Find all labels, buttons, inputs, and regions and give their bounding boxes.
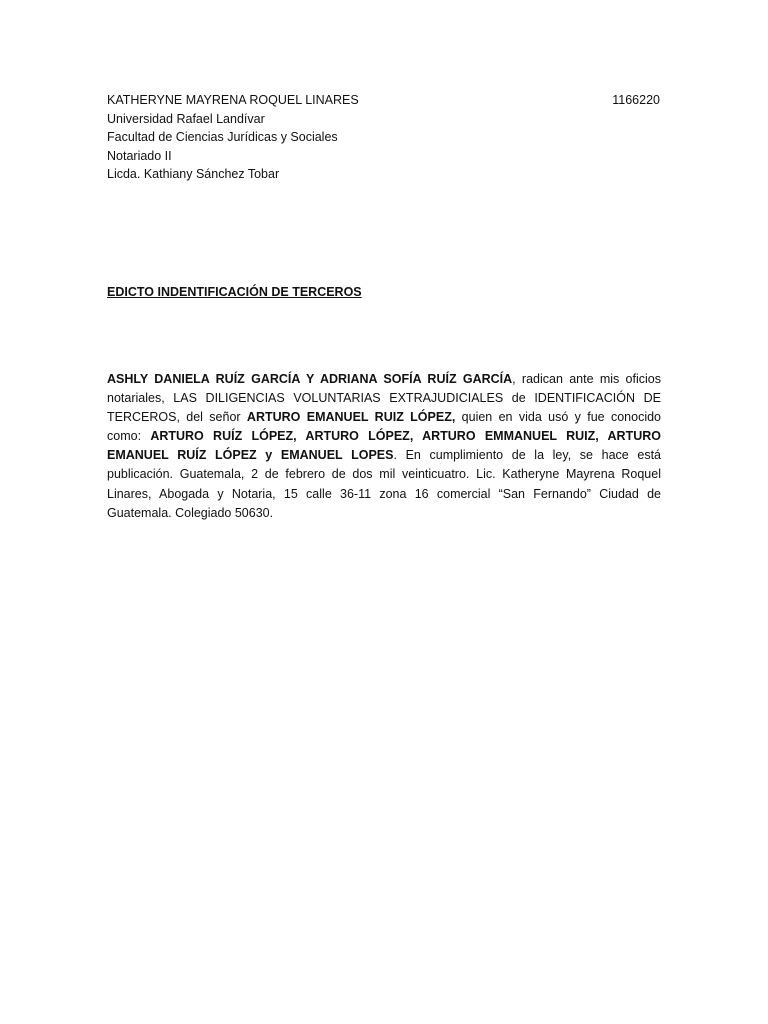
known-aliases: ARTURO RUÍZ LÓPEZ, ARTURO LÓPEZ, ARTURO EMMANUEL RUIZ, ARTURO EMANUEL RUÍZ LÓPEZ y EMANUEL LOPES xyxy=(107,429,661,463)
paragraph-text-2: quien en vida usó y fue conocido como: xyxy=(107,410,661,444)
header-first-row xyxy=(107,91,660,110)
course-name: Notariado II xyxy=(107,148,172,163)
document-header xyxy=(107,91,660,184)
student-id: 1166220 xyxy=(612,93,660,107)
author-name: KATHERYNE MAYRENA ROQUEL LINARES xyxy=(107,93,359,107)
applicants-names: ASHLY DANIELA RUÍZ GARCÍA Y ADRIANA SOFÍA RUÍZ GARCÍA xyxy=(107,372,513,386)
paragraph-text-1: , radican ante mis oficios notariales, LAS DILIGENCIAS VOLUNTARIAS EXTRAJUDICIALES de IDENTIFICACIÓN DE TERCEROS, del señor xyxy=(107,372,661,425)
deceased-name: ARTURO EMANUEL RUIZ LÓPEZ, xyxy=(246,410,456,425)
faculty-name: Facultad de Ciencias Jurídicas y Sociales xyxy=(107,130,338,145)
edict-paragraph xyxy=(107,370,661,523)
paragraph-text-3: . En cumplimiento de la ley, se hace está publicación. Guatemala, 2 de febrero de dos mil veinticuatro. Lic. Katheryne Mayrena Roquel Linares, Abogada y Notaria, 15 calle 36-11 zona 16 comercial “San Fernando” Ciudad de Guatemala. Colegiado 50630. xyxy=(107,448,661,520)
document-title: EDICTO INDENTIFICACIÓN DE TERCEROS xyxy=(107,285,362,299)
instructor-name: Licda. Kathiany Sánchez Tobar xyxy=(107,167,280,182)
university-name: Universidad Rafael Landívar xyxy=(107,111,265,126)
